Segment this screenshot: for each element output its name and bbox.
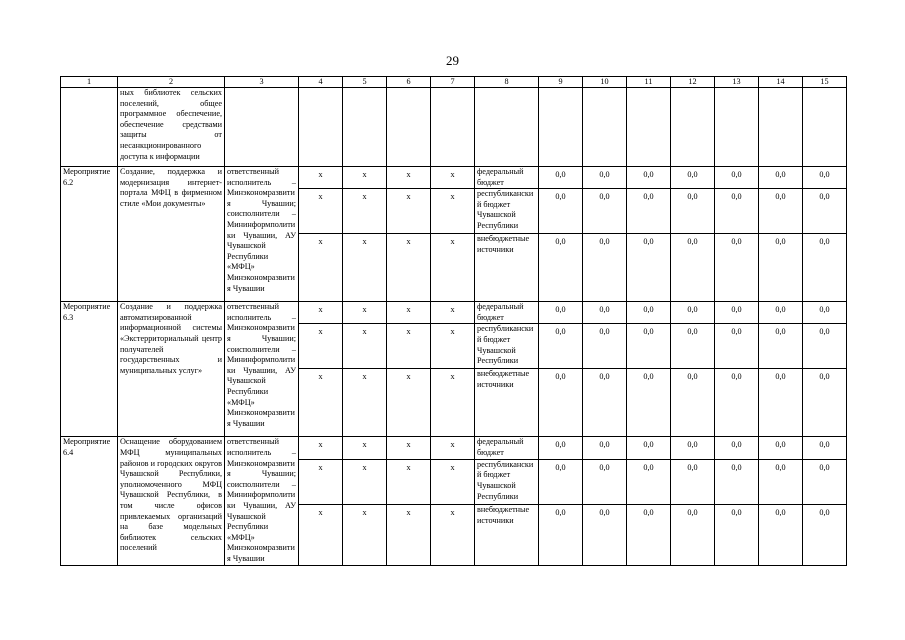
amount-value: 0,0 <box>715 437 759 459</box>
x-mark: х <box>431 167 475 189</box>
x-mark: х <box>343 505 387 565</box>
empty-cell <box>387 88 431 167</box>
continuation-row <box>61 88 847 167</box>
amount-value: 0,0 <box>539 167 583 189</box>
column-number-header: 8 <box>475 77 539 88</box>
x-mark: х <box>387 459 431 504</box>
amount-value: 0,0 <box>583 302 627 324</box>
funding-row <box>61 437 847 459</box>
amount-value: 0,0 <box>671 234 715 302</box>
event-description: Создание и поддержка автоматизированной информационной системы «Экстерриториальный центр получателей государственных и муниципальных услуг» <box>118 302 225 437</box>
x-mark: х <box>387 437 431 459</box>
column-number-header: 7 <box>431 77 475 88</box>
x-mark: х <box>343 437 387 459</box>
x-mark: х <box>431 302 475 324</box>
x-mark: х <box>343 324 387 369</box>
x-mark: х <box>299 167 343 189</box>
funding-source: федеральный бюджет <box>475 167 539 189</box>
x-mark: х <box>387 234 431 302</box>
column-number-header: 13 <box>715 77 759 88</box>
amount-value: 0,0 <box>627 234 671 302</box>
amount-value: 0,0 <box>759 234 803 302</box>
amount-value: 0,0 <box>715 459 759 504</box>
funding-source: республиканский бюджет Чувашской Республики <box>475 324 539 369</box>
event-description: Создание, поддержка и модернизация интернет-портала МФЦ в фирменном стиле «Мои документы» <box>118 167 225 302</box>
funding-row <box>61 167 847 189</box>
empty-cell <box>299 88 343 167</box>
amount-value: 0,0 <box>759 459 803 504</box>
amount-value: 0,0 <box>539 505 583 565</box>
x-mark: х <box>387 505 431 565</box>
x-mark: х <box>431 324 475 369</box>
empty-cell <box>431 88 475 167</box>
funding-source: федеральный бюджет <box>475 302 539 324</box>
amount-value: 0,0 <box>803 302 847 324</box>
amount-value: 0,0 <box>627 437 671 459</box>
funding-source: республиканский бюджет Чувашской Республики <box>475 189 539 234</box>
amount-value: 0,0 <box>627 189 671 234</box>
event-code: Мероприятие 6.3 <box>61 302 118 437</box>
amount-value: 0,0 <box>627 167 671 189</box>
x-mark: х <box>431 234 475 302</box>
amount-value: 0,0 <box>583 369 627 437</box>
x-mark: х <box>299 324 343 369</box>
amount-value: 0,0 <box>671 369 715 437</box>
amount-value: 0,0 <box>539 324 583 369</box>
code-cell-empty <box>61 88 118 167</box>
funding-source: внебюджетные источники <box>475 234 539 302</box>
x-mark: х <box>343 369 387 437</box>
x-mark: х <box>343 234 387 302</box>
amount-value: 0,0 <box>671 167 715 189</box>
x-mark: х <box>299 437 343 459</box>
amount-value: 0,0 <box>759 437 803 459</box>
amount-value: 0,0 <box>759 302 803 324</box>
amount-value: 0,0 <box>539 437 583 459</box>
amount-value: 0,0 <box>671 324 715 369</box>
empty-cell <box>475 88 539 167</box>
budget-table <box>60 76 847 566</box>
x-mark: х <box>343 302 387 324</box>
empty-cell <box>759 88 803 167</box>
amount-value: 0,0 <box>803 505 847 565</box>
column-number-header: 9 <box>539 77 583 88</box>
page-number: 29 <box>446 53 459 68</box>
column-number-header: 14 <box>759 77 803 88</box>
amount-value: 0,0 <box>671 437 715 459</box>
amount-value: 0,0 <box>539 369 583 437</box>
x-mark: х <box>299 459 343 504</box>
amount-value: 0,0 <box>627 505 671 565</box>
column-number-header: 2 <box>118 77 225 88</box>
amount-value: 0,0 <box>715 189 759 234</box>
amount-value: 0,0 <box>671 189 715 234</box>
x-mark: х <box>387 167 431 189</box>
amount-value: 0,0 <box>583 505 627 565</box>
amount-value: 0,0 <box>803 189 847 234</box>
column-number-header: 4 <box>299 77 343 88</box>
amount-value: 0,0 <box>583 459 627 504</box>
column-number-header: 5 <box>343 77 387 88</box>
amount-value: 0,0 <box>715 302 759 324</box>
amount-value: 0,0 <box>803 459 847 504</box>
event-code: Мероприятие 6.2 <box>61 167 118 302</box>
x-mark: х <box>387 324 431 369</box>
empty-cell <box>715 88 759 167</box>
amount-value: 0,0 <box>803 234 847 302</box>
amount-value: 0,0 <box>539 189 583 234</box>
column-number-header: 12 <box>671 77 715 88</box>
amount-value: 0,0 <box>803 369 847 437</box>
amount-value: 0,0 <box>539 302 583 324</box>
x-mark: х <box>387 302 431 324</box>
amount-value: 0,0 <box>803 167 847 189</box>
amount-value: 0,0 <box>583 324 627 369</box>
amount-value: 0,0 <box>671 505 715 565</box>
x-mark: х <box>299 505 343 565</box>
amount-value: 0,0 <box>627 324 671 369</box>
funding-source: федеральный бюджет <box>475 437 539 459</box>
empty-cell <box>343 88 387 167</box>
empty-cell <box>583 88 627 167</box>
amount-value: 0,0 <box>627 369 671 437</box>
empty-cell <box>225 88 299 167</box>
x-mark: х <box>343 459 387 504</box>
x-mark: х <box>387 369 431 437</box>
funding-source: внебюджетные источники <box>475 369 539 437</box>
event-executors: ответственный исполнитель – Минэкономразвития Чувашии; соисполнители – Мининформполитики Чувашии, АУ Чувашской Республики «МФЦ» Минэкономразвития Чувашии <box>225 302 299 437</box>
x-mark: х <box>431 437 475 459</box>
amount-value: 0,0 <box>583 234 627 302</box>
event-code: Мероприятие 6.4 <box>61 437 118 565</box>
x-mark: х <box>431 189 475 234</box>
amount-value: 0,0 <box>759 505 803 565</box>
column-number-header: 3 <box>225 77 299 88</box>
amount-value: 0,0 <box>627 459 671 504</box>
column-number-header: 11 <box>627 77 671 88</box>
empty-cell <box>539 88 583 167</box>
column-number-header: 6 <box>387 77 431 88</box>
amount-value: 0,0 <box>715 505 759 565</box>
empty-cell <box>803 88 847 167</box>
x-mark: х <box>343 167 387 189</box>
amount-value: 0,0 <box>803 324 847 369</box>
amount-value: 0,0 <box>759 324 803 369</box>
x-mark: х <box>299 189 343 234</box>
amount-value: 0,0 <box>759 167 803 189</box>
amount-value: 0,0 <box>671 302 715 324</box>
amount-value: 0,0 <box>539 459 583 504</box>
x-mark: х <box>387 189 431 234</box>
event-description: Оснащение оборудованием МФЦ муниципальных районов и городских округов Чувашской Республики, уполномоченного МФЦ Чувашской Республики, в том числе офисов привлекаемых организаций на базе модельных библиотек сельских поселений <box>118 437 225 565</box>
x-mark: х <box>431 369 475 437</box>
funding-source: республиканский бюджет Чувашской Республики <box>475 459 539 504</box>
x-mark: х <box>431 505 475 565</box>
x-mark: х <box>431 459 475 504</box>
x-mark: х <box>299 234 343 302</box>
event-executors: ответственный исполнитель – Минэкономразвития Чувашии; соисполнители – Мининформполитики Чувашии, АУ Чувашской Республики «МФЦ» Минэкономразвития Чувашии <box>225 437 299 565</box>
amount-value: 0,0 <box>715 167 759 189</box>
funding-source: внебюджетные источники <box>475 505 539 565</box>
event-executors: ответственный исполнитель – Минэкономразвития Чувашии; соисполнители – Мининформполитики Чувашии, АУ Чувашской Республики «МФЦ» Минэкономразвития Чувашии <box>225 167 299 302</box>
amount-value: 0,0 <box>539 234 583 302</box>
column-number-header: 10 <box>583 77 627 88</box>
amount-value: 0,0 <box>715 369 759 437</box>
empty-cell <box>671 88 715 167</box>
x-mark: х <box>343 189 387 234</box>
amount-value: 0,0 <box>583 189 627 234</box>
amount-value: 0,0 <box>715 324 759 369</box>
column-number-header: 15 <box>803 77 847 88</box>
amount-value: 0,0 <box>803 437 847 459</box>
amount-value: 0,0 <box>671 459 715 504</box>
funding-row <box>61 302 847 324</box>
amount-value: 0,0 <box>583 437 627 459</box>
amount-value: 0,0 <box>715 234 759 302</box>
x-mark: х <box>299 369 343 437</box>
amount-value: 0,0 <box>759 369 803 437</box>
column-number-header: 1 <box>61 77 118 88</box>
empty-cell <box>627 88 671 167</box>
amount-value: 0,0 <box>583 167 627 189</box>
amount-value: 0,0 <box>627 302 671 324</box>
x-mark: х <box>299 302 343 324</box>
event-description: ных библиотек сельских поселений, общее программное обеспечение, обеспечение средствами защиты от несанкционированного доступа к информации <box>118 88 225 167</box>
amount-value: 0,0 <box>759 189 803 234</box>
header-row <box>61 77 847 88</box>
